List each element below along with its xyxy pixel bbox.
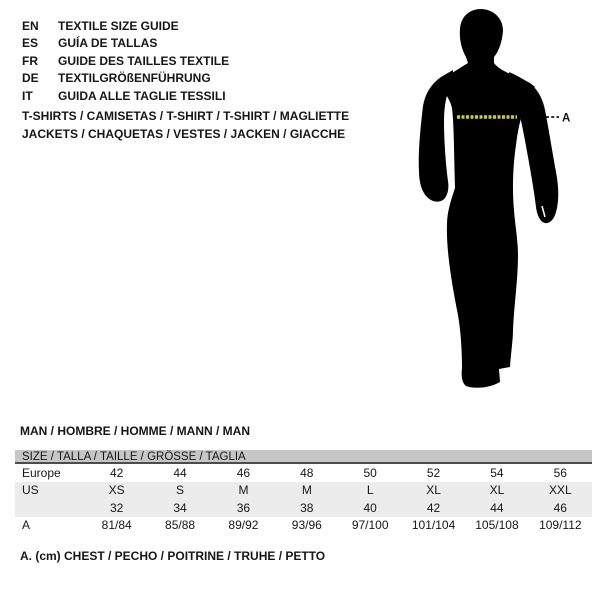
cell: 93/96	[291, 518, 322, 533]
cell: 85/88	[165, 518, 196, 533]
row-label: Europe	[22, 465, 61, 480]
table-row-us	[15, 482, 592, 500]
cell: XL	[489, 483, 505, 498]
language-code: FR	[22, 53, 38, 68]
cell: 56	[553, 465, 567, 480]
cell: 44	[173, 465, 187, 480]
section-title-man: MAN / HOMBRE / HOMME / MANN / MAN	[20, 424, 250, 438]
language-code: IT	[22, 88, 33, 103]
cell: S	[176, 483, 185, 498]
left-arm	[419, 70, 453, 202]
size-table	[15, 450, 592, 534]
right-arm	[509, 72, 558, 223]
language-label: TEXTILGRÖßENFÜHRUNG	[58, 71, 211, 86]
language-label: GUIDE DES TAILLES TEXTILE	[58, 53, 230, 68]
category-jackets: JACKETS / CHAQUETAS / VESTES / JACKEN / GIACCHE	[22, 126, 346, 141]
cell: 81/84	[101, 518, 132, 533]
table-row-europe	[15, 464, 592, 482]
cell: M	[238, 483, 249, 498]
cell: 44	[490, 500, 504, 515]
cell: 46	[236, 465, 251, 480]
language-label: TEXTILE SIZE GUIDE	[58, 18, 179, 33]
cell: 105/108	[475, 518, 519, 533]
cell: L	[366, 483, 374, 498]
row-label: A	[22, 518, 31, 533]
cell: 42	[110, 465, 124, 480]
size-table-header: SIZE / TALLA / TAILLE / GRÖSSE / TAGLIA	[15, 450, 592, 464]
cell: M	[301, 483, 312, 498]
cell: 109/112	[539, 518, 582, 533]
language-code: ES	[22, 36, 39, 51]
cell: 38	[300, 500, 314, 515]
man-silhouette	[419, 9, 559, 388]
cell: 42	[426, 500, 441, 515]
footnote-chest-measure: A. (cm) CHEST / PECHO / POITRINE / TRUHE / PETTO	[20, 549, 326, 563]
language-code: EN	[22, 18, 39, 33]
cell: 34	[173, 500, 187, 515]
language-label: GUÍA DE TALLAS	[58, 36, 158, 51]
table-row-us-numeric	[15, 499, 592, 517]
row-label: US	[22, 483, 39, 498]
language-code: DE	[22, 71, 39, 86]
cell: 32	[110, 500, 124, 515]
cell: 54	[490, 465, 504, 480]
cell: XL	[426, 483, 441, 498]
cell: 48	[300, 465, 314, 480]
language-label: GUIDA ALLE TAGLIE TESSILI	[58, 88, 226, 103]
measure-a-label: A	[562, 112, 571, 125]
cell: 52	[426, 465, 441, 480]
cell: 40	[363, 500, 377, 515]
cell: XS	[108, 483, 125, 498]
cell: 97/100	[351, 518, 389, 533]
cell: 101/104	[411, 518, 456, 533]
cell: 89/92	[228, 518, 259, 533]
cell: XXL	[548, 483, 572, 498]
cell: 46	[553, 500, 567, 515]
category-tshirts: T-SHIRTS / CAMISETAS / T-SHIRT / T-SHIRT / MAGLIETTE	[22, 109, 350, 123]
table-row-chest-a	[15, 517, 592, 535]
cell: 50	[363, 465, 377, 480]
cell: 36	[236, 500, 251, 515]
